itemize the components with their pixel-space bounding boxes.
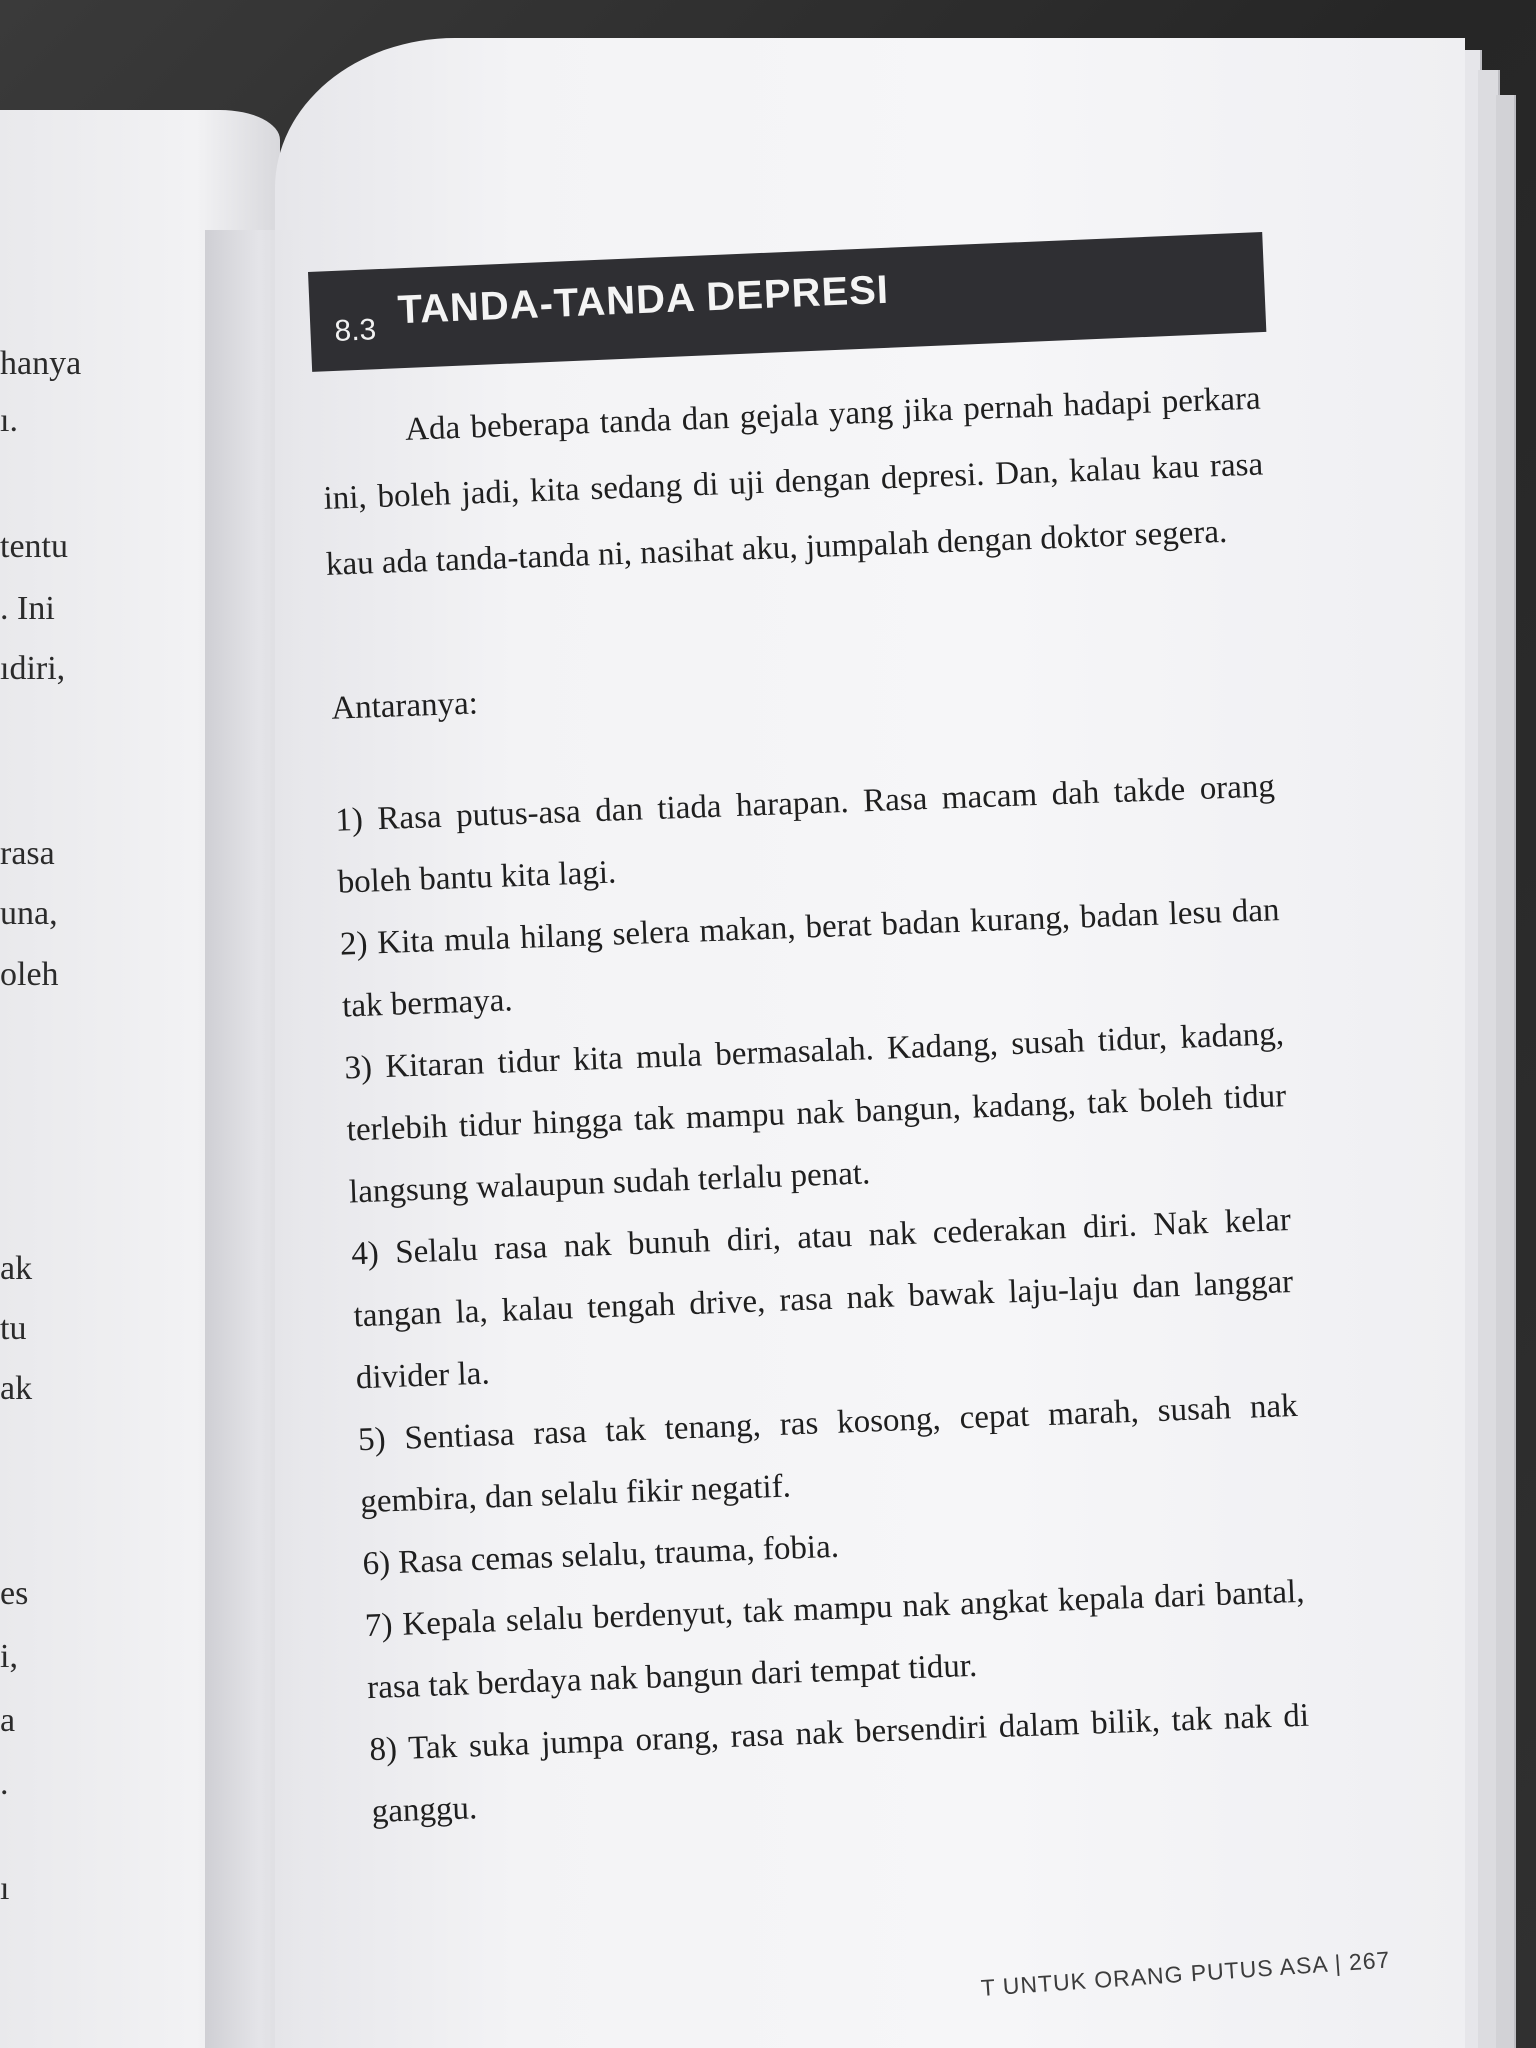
left-page-fragment: ak (0, 1250, 33, 1287)
intro-paragraph: Ada beberapa tanda dan gejala yang jika pernah hadapi perkara ini, boleh jadi, kita sedang di uji dengan depresi. Dan, kalau kau rasa kau ada tanda-tanda ni, nasihat aku, jumpalah dengan doktor segera. (322, 380, 1264, 583)
left-page-fragment: oleh (0, 956, 59, 993)
list-item: 7) Kepala selalu berdenyut, tak mampu nak angkat kepala dari bantal, rasa tak berdaya nak bangun dari tempat tidur. (364, 1573, 1305, 1707)
list-item: 1) Rasa putus-asa dan tiada harapan. Rasa macam dah takde orang boleh bantu kita lagi. (334, 768, 1276, 901)
list-item: 4) Selalu rasa nak bunuh diri, atau nak cederakan diri. Nak kelar tangan la, kalau tengah drive, rasa nak bawak laju-laju dan langgar divider la. (350, 1201, 1294, 1397)
left-page-fragment: una, (0, 895, 58, 932)
left-page-fragment: . Ini (0, 590, 55, 627)
section-title: TANDA-TANDA DEPRESI (396, 267, 890, 333)
section-number: 8.3 (333, 313, 377, 348)
page-number: 267 (1348, 1946, 1392, 1976)
list-item: 3) Kitaran tidur kita mula bermasalah. Kadang, susah tidur, kadang, terlebih tidur hingga tak mampu nak bangun, kadang, tak boleh tidur langsung walaupun sudah terlalu penat. (343, 1016, 1287, 1211)
list-item: 6) Rasa cemas selalu, trauma, fobia. (362, 1528, 840, 1583)
left-page-fragment: es (0, 1575, 29, 1612)
footer-separator: | (1333, 1949, 1343, 1977)
body-text (320, 366, 1312, 1843)
symptom-list (334, 755, 1312, 1843)
left-page-fragment: ı. (0, 402, 18, 439)
left-page-fragment: tentu (0, 528, 68, 565)
lead-in-text: Antaranya: (330, 685, 479, 727)
left-page-fragment: ak (0, 1370, 33, 1407)
list-item: 8) Tak suka jumpa orang, rasa nak bersendiri dalam bilik, tak nak di ganggu. (368, 1697, 1310, 1831)
section-heading-banner (308, 232, 1266, 372)
left-page-fragment: i, (0, 1638, 18, 1675)
list-item: 5) Sentiasa rasa tak tenang, ras kosong, cepat marah, susah nak gembira, dan selalu fikir negatif. (357, 1387, 1299, 1521)
left-page-fragment: tu (0, 1310, 27, 1347)
running-title: T UNTUK ORANG PUTUS ASA (980, 1950, 1329, 2001)
left-page-fragment: a (0, 1702, 16, 1739)
left-page-fragment: rasa (0, 835, 55, 872)
left-page-fragment: ı (0, 1870, 10, 1907)
list-item: 2) Kita mula hilang selera makan, berat badan kurang, badan lesu dan tak bermaya. (339, 892, 1280, 1025)
left-page-fragment: hanya (0, 345, 82, 382)
left-page-fragment: ıdiri, (0, 650, 66, 687)
page-footer (980, 1946, 1391, 2002)
left-page-fragment: . (0, 1765, 9, 1802)
